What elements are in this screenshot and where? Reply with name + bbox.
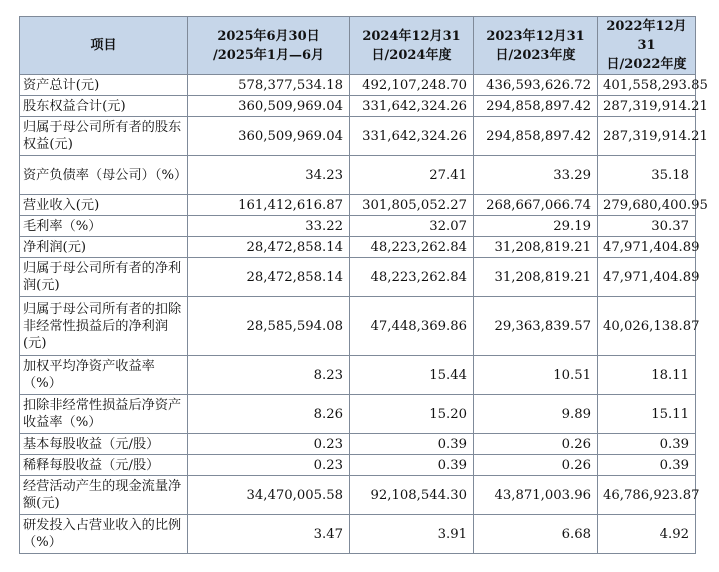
row-value: 47,971,404.89 [598, 258, 696, 297]
row-value: 30.37 [598, 216, 696, 237]
table-row [20, 117, 696, 156]
row-label: 经营活动产生的现金流量净额(元) [20, 476, 188, 515]
row-value: 31,208,819.21 [474, 237, 598, 258]
row-value: 8.23 [188, 356, 350, 395]
row-value: 0.39 [598, 455, 696, 476]
row-value: 0.39 [350, 455, 474, 476]
row-label: 稀释每股收益（元/股） [20, 455, 188, 476]
financial-data-table [19, 16, 708, 554]
row-value: 10.51 [474, 356, 598, 395]
table-row [20, 258, 696, 297]
row-value: 279,680,400.95 [598, 195, 696, 216]
row-value: 8.26 [188, 395, 350, 434]
row-value: 40,026,138.87 [598, 297, 696, 356]
row-value: 27.41 [350, 156, 474, 195]
header-2024 [350, 17, 474, 75]
row-label: 归属于母公司所有者的扣除非经常性损益后的净利润(元) [20, 297, 188, 356]
table-row [20, 216, 696, 237]
table-row [20, 455, 696, 476]
header-2022 [598, 17, 696, 75]
row-value: 28,472,858.14 [188, 237, 350, 258]
table-row [20, 476, 696, 515]
table-row [20, 75, 696, 96]
table-row [20, 96, 696, 117]
row-label: 资产总计(元) [20, 75, 188, 96]
header-2025-h1-text: 2025年6月30日 /2025年1月—6月 [212, 28, 325, 63]
row-value: 92,108,544.30 [350, 476, 474, 515]
table-row [20, 156, 696, 195]
table-row [20, 434, 696, 455]
table-row [20, 356, 696, 395]
row-value: 0.23 [188, 434, 350, 455]
row-value: 18.11 [598, 356, 696, 395]
row-value: 0.23 [188, 455, 350, 476]
row-value: 33.22 [188, 216, 350, 237]
row-value: 9.89 [474, 395, 598, 434]
row-value: 15.44 [350, 356, 474, 395]
row-value: 294,858,897.42 [474, 96, 598, 117]
row-label: 基本每股收益（元/股） [20, 434, 188, 455]
row-value: 578,377,534.18 [188, 75, 350, 96]
row-label: 净利润(元) [20, 237, 188, 258]
table-row [20, 237, 696, 258]
row-value: 0.39 [350, 434, 474, 455]
row-value: 0.26 [474, 434, 598, 455]
table-row [20, 297, 696, 356]
row-value: 0.26 [474, 455, 598, 476]
row-value: 301,805,052.27 [350, 195, 474, 216]
table-header-row [20, 17, 696, 75]
row-value: 161,412,616.87 [188, 195, 350, 216]
row-value: 43,871,003.96 [474, 476, 598, 515]
header-2023-text: 2023年12月31 日/2023年度 [486, 28, 585, 63]
row-label: 扣除非经常性损益后净资产收益率（%） [20, 395, 188, 434]
row-value: 34.23 [188, 156, 350, 195]
row-value: 360,509,969.04 [188, 96, 350, 117]
row-value: 15.11 [598, 395, 696, 434]
header-2023 [474, 17, 598, 75]
row-value: 331,642,324.26 [350, 96, 474, 117]
row-value: 3.91 [350, 515, 474, 554]
row-value: 29.19 [474, 216, 598, 237]
row-value: 34,470,005.58 [188, 476, 350, 515]
row-value: 0.39 [598, 434, 696, 455]
row-value: 48,223,262.84 [350, 237, 474, 258]
row-label: 营业收入(元) [20, 195, 188, 216]
row-value: 6.68 [474, 515, 598, 554]
row-value: 15.20 [350, 395, 474, 434]
header-2024-text: 2024年12月31 日/2024年度 [362, 28, 461, 63]
table-row [20, 395, 696, 434]
row-value: 48,223,262.84 [350, 258, 474, 297]
row-value: 33.29 [474, 156, 598, 195]
row-label: 资产负债率（母公司）（%） [20, 156, 188, 195]
row-value: 31,208,819.21 [474, 258, 598, 297]
table-row [20, 195, 696, 216]
row-value: 268,667,066.74 [474, 195, 598, 216]
row-label: 股东权益合计(元) [20, 96, 188, 117]
row-value: 32.07 [350, 216, 474, 237]
row-value: 360,509,969.04 [188, 117, 350, 156]
table-row [20, 515, 696, 554]
table-body [20, 75, 708, 554]
row-label: 研发投入占营业收入的比例（%） [20, 515, 188, 554]
row-value: 35.18 [598, 156, 696, 195]
row-value: 4.92 [598, 515, 696, 554]
row-value: 28,472,858.14 [188, 258, 350, 297]
row-value: 3.47 [188, 515, 350, 554]
row-label: 归属于母公司所有者的净利润(元) [20, 258, 188, 297]
row-value: 401,558,293.85 [598, 75, 696, 96]
row-value: 29,363,839.57 [474, 297, 598, 356]
row-value: 287,319,914.21 [598, 96, 696, 117]
row-value: 47,971,404.89 [598, 237, 696, 258]
header-2022-text: 2022年12月31 日/2022年度 [606, 19, 687, 72]
row-value: 492,107,248.70 [350, 75, 474, 96]
header-2025-h1 [188, 17, 350, 75]
row-value: 28,585,594.08 [188, 297, 350, 356]
header-item: 项目 [20, 17, 188, 75]
row-label: 毛利率（%） [20, 216, 188, 237]
row-value: 331,642,324.26 [350, 117, 474, 156]
row-label: 归属于母公司所有者的股东权益(元) [20, 117, 188, 156]
row-value: 294,858,897.42 [474, 117, 598, 156]
row-value: 46,786,923.87 [598, 476, 696, 515]
row-value: 47,448,369.86 [350, 297, 474, 356]
row-value: 287,319,914.21 [598, 117, 696, 156]
row-label: 加权平均净资产收益率（%） [20, 356, 188, 395]
row-value: 436,593,626.72 [474, 75, 598, 96]
